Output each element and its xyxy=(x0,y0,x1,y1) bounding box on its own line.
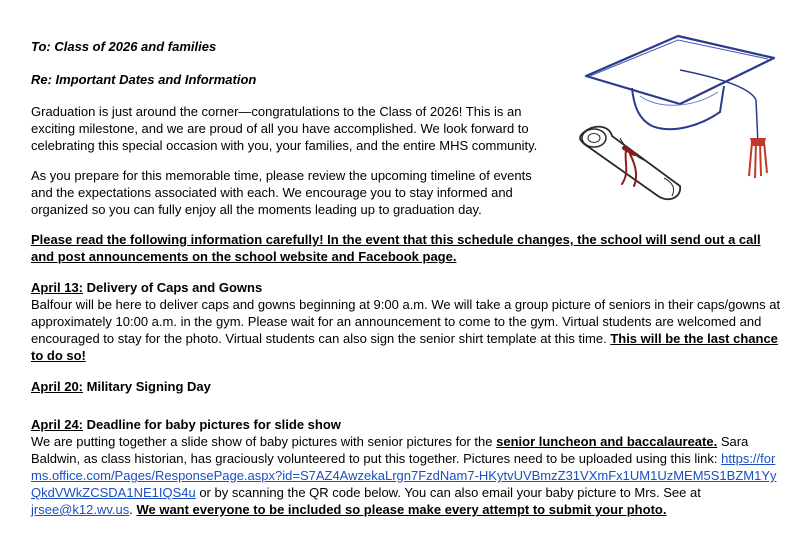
event-caps-title: Delivery of Caps and Gowns xyxy=(83,280,263,295)
baby-pictures-form-link[interactable]: https://forms.office.com/Pages/ResponsePage.aspx?id=S7AZ4AwzekaLrgn7FzdNam7-HKytvUVBmzZ31VXmFx1UM1UzMEM5S1BZM1YyQkdVWkZCSDA1NE1IQS4u xyxy=(31,451,777,500)
tassel-fringe xyxy=(749,142,767,178)
diploma-scroll xyxy=(580,127,680,200)
event-baby-body-1: We are putting together a slide show of baby pictures with senior pictures for the xyxy=(31,434,497,449)
graduation-cap-and-diploma-icon xyxy=(560,26,795,211)
event-baby-body-3: or by scanning the QR code below. You can also email your baby picture to Mrs. See at xyxy=(195,485,701,500)
event-caps-body: Balfour will be here to deliver caps and gowns beginning at 9:00 a.m. We will take a group picture of seniors in their caps/gowns at approximately 10:00 a.m. in the gym. Please wait for an announcement to come to the gym. Virtual students are welcomed and encouraged to stay for the photo. Virtual students can also sign the senior shirt template at this time. xyxy=(31,297,781,346)
event-caps-date: April 13: xyxy=(31,280,84,295)
re-line: Re: Important Dates and Information xyxy=(31,72,257,87)
event-baby-emphasis-2: We want everyone to be included so please make every attempt to submit your photo. xyxy=(136,502,667,517)
event-baby-title: Deadline for baby pictures for slide show xyxy=(83,417,341,432)
event-caps-emphasis: This will be the last chance to do so! xyxy=(31,331,778,363)
intro-paragraph-2: As you prepare for this memorable time, please review the upcoming timeline of events and the expectations associated with each. We encourage you to stay informed and organized so you can fully enjoy all the moments leading up to graduation day. xyxy=(31,168,532,217)
event-baby-body-4: . xyxy=(129,502,137,517)
event-caps-gowns xyxy=(31,279,781,364)
to-line: To: Class of 2026 and families xyxy=(31,39,217,54)
email-link[interactable]: jrsee@k12.wv.us xyxy=(31,502,130,517)
event-military-title: Military Signing Day xyxy=(83,379,211,394)
event-military-date: April 20: xyxy=(31,379,84,394)
schedule-notice: Please read the following information carefully! In the event that this schedule changes, the school will send out a call and post announcements on the school website and Facebook page. xyxy=(31,232,761,264)
event-baby-date: April 24: xyxy=(31,417,84,432)
event-baby-pictures xyxy=(31,416,781,518)
event-baby-emphasis-1: senior luncheon and baccalaureate. xyxy=(496,434,718,449)
event-military xyxy=(31,378,781,395)
intro-paragraph-1: Graduation is just around the corner—congratulations to the Class of 2026! This is an exciting milestone, and we are proud of all you have accomplished. We look forward to celebrating this special occasion with you, your families, and the entire MHS community. xyxy=(31,104,538,153)
event-baby-body-2: Sara Baldwin, as class historian, has graciously volunteered to put this together. Pictures need to be uploaded using this link: xyxy=(31,434,749,466)
tassel-knot xyxy=(750,138,766,146)
